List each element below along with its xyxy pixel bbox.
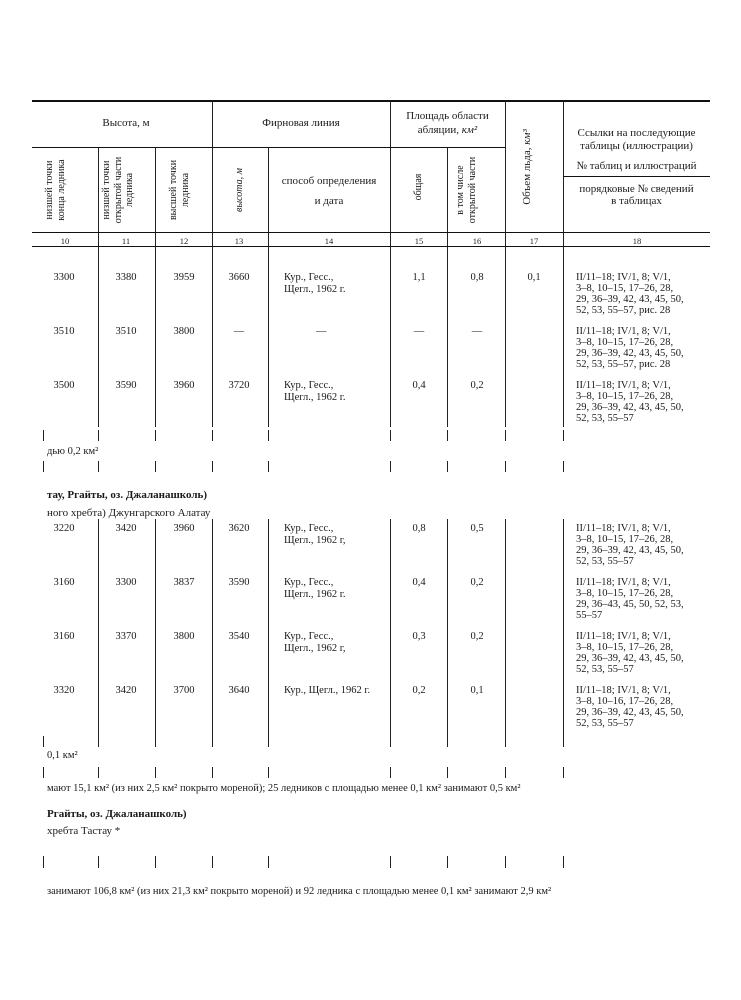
header-numbers-rule <box>32 246 710 247</box>
column-tick <box>390 767 391 778</box>
column-tick <box>43 430 44 441</box>
column-tick <box>563 767 564 778</box>
cell-method: Кур., Щегл., 1962 г. <box>284 685 371 696</box>
cell-refs: 29, 36–39, 42, 43, 45, 50, <box>576 348 684 359</box>
subheader-highest: высшей точки ледника <box>168 159 191 221</box>
column-tick <box>212 430 213 441</box>
cell-c11: 3510 <box>115 326 137 337</box>
column-tick <box>390 430 391 441</box>
column-tick <box>43 736 44 747</box>
column-tick <box>563 736 564 747</box>
header-height: Высота, м <box>102 117 150 129</box>
body-divider <box>390 247 391 427</box>
cell-refs: 3–8, 10–15, 17–26, 28, <box>576 337 674 348</box>
cell-refs: II/11–18; IV/1, 8; V/1, <box>576 631 671 642</box>
cell-c16: 0,8 <box>470 272 484 283</box>
column-tick <box>212 736 213 747</box>
section-subtitle: хребта Тастау * <box>47 825 121 837</box>
section-subtitle: ного хребта) Джунгарского Алатау <box>47 507 211 519</box>
cell-c15: 0,4 <box>412 380 426 391</box>
column-tick <box>505 767 506 778</box>
cell-method: Щегл., 1962 г. <box>284 589 346 600</box>
subheader-method-2: и дата <box>314 195 344 207</box>
cell-c16: — <box>471 326 483 337</box>
cell-method: Щегл., 1962 г, <box>284 535 346 546</box>
cell-refs: 52, 53, 55–57, рис. 28 <box>576 305 671 316</box>
cell-c15: 0,8 <box>412 523 426 534</box>
cell-method: Кур., Гесс., <box>284 631 334 642</box>
body-divider <box>563 247 564 427</box>
cell-c15: 0,3 <box>412 631 426 642</box>
cell-c16: 0,2 <box>470 380 484 391</box>
body-divider <box>505 519 506 741</box>
header-top-rule <box>32 100 710 102</box>
body-divider <box>447 519 448 741</box>
cell-refs: 55–57 <box>576 610 603 621</box>
column-tick <box>212 767 213 778</box>
cell-c15: — <box>413 326 425 337</box>
body-divider <box>155 519 156 741</box>
cell-c13: 3590 <box>228 577 250 588</box>
cell-refs: II/11–18; IV/1, 8; V/1, <box>576 577 671 588</box>
cell-refs: II/11–18; IV/1, 8; V/1, <box>576 326 671 337</box>
header-ablation <box>390 109 505 137</box>
header-ice-volume-unit: км³ <box>521 129 533 145</box>
column-tick <box>505 736 506 747</box>
col-num-13: 13 <box>234 236 244 246</box>
column-tick <box>268 767 269 778</box>
col-num-12: 12 <box>179 236 189 246</box>
cell-c13: 3720 <box>228 380 250 391</box>
cell-c11: 3380 <box>115 272 137 283</box>
cell-c17: 0,1 <box>527 272 541 283</box>
col-num-16: 16 <box>472 236 482 246</box>
header-divider <box>505 101 506 246</box>
body-divider <box>505 247 506 427</box>
column-tick <box>447 856 448 868</box>
cell-c10: 3510 <box>53 326 75 337</box>
body-divider <box>212 247 213 427</box>
body-divider <box>447 247 448 427</box>
note-area: 0,1 км² <box>47 750 78 761</box>
cell-c13: 3540 <box>228 631 250 642</box>
col-num-18: 18 <box>632 236 642 246</box>
header-refs-ordinal-1: порядковые № сведений <box>579 183 694 195</box>
cell-c10: 3500 <box>53 380 75 391</box>
column-tick <box>98 430 99 441</box>
cell-method: Кур., Гесс., <box>284 272 334 283</box>
cell-refs: II/11–18; IV/1, 8; V/1, <box>576 380 671 391</box>
cell-c13: 3640 <box>228 685 250 696</box>
column-tick <box>563 461 564 472</box>
column-tick <box>268 736 269 747</box>
cell-refs: 29, 36–39, 42, 43, 45, 50, <box>576 402 684 413</box>
cell-refs: 3–8, 10–15, 17–26, 28, <box>576 642 674 653</box>
header-firn-line: Фирновая линия <box>262 117 340 129</box>
col-num-11: 11 <box>121 236 131 246</box>
cell-c11: 3420 <box>115 685 137 696</box>
column-tick <box>268 430 269 441</box>
column-tick <box>268 461 269 472</box>
cell-c10: 3300 <box>53 272 75 283</box>
column-tick <box>447 461 448 472</box>
cell-method: Кур., Гесс., <box>284 380 334 391</box>
column-tick <box>212 856 213 868</box>
cell-c10: 3320 <box>53 685 75 696</box>
body-divider <box>390 519 391 741</box>
column-tick <box>390 736 391 747</box>
column-tick <box>155 461 156 472</box>
cell-c16: 0,2 <box>470 577 484 588</box>
column-tick <box>98 767 99 778</box>
cell-c16: 0,1 <box>470 685 484 696</box>
section-title: Ргайты, оз. Джаланашколь) <box>47 808 187 820</box>
subheader-lowest-open: низшей точки открытой части ледника <box>101 156 135 224</box>
section-title: тау, Ргайты, оз. Джаланашколь) <box>47 489 207 501</box>
column-tick <box>447 767 448 778</box>
column-tick <box>155 736 156 747</box>
cell-c16: 0,5 <box>470 523 484 534</box>
body-divider <box>563 519 564 741</box>
cell-refs: 29, 36–39, 42, 43, 45, 50, <box>576 545 684 556</box>
body-divider <box>268 247 269 427</box>
column-tick <box>43 461 44 472</box>
body-divider <box>268 519 269 741</box>
header-divider <box>563 101 564 246</box>
cell-refs: 3–8, 10–15, 17–26, 28, <box>576 391 674 402</box>
body-divider <box>155 247 156 427</box>
subheader-open: в том числе открытой части <box>455 156 478 224</box>
cell-c15: 1,1 <box>412 272 426 283</box>
column-tick <box>447 430 448 441</box>
subheader-lowest: низшей точки конца ледника <box>44 159 67 221</box>
header-ice-volume <box>522 111 534 223</box>
header-refs-title-1: Ссылки на последующие <box>577 127 696 139</box>
subheader-firn-height: высота, м <box>234 167 245 213</box>
column-tick <box>43 856 44 868</box>
header-bottom-rule <box>32 232 710 233</box>
column-tick <box>98 856 99 868</box>
summary-line: мают 15,1 км² (из них 2,5 км² покрыто мореной); 25 ледников с площадью менее 0,1 км² занимают 0,5 км² <box>47 783 521 794</box>
cell-c11: 3370 <box>115 631 137 642</box>
cell-c11: 3590 <box>115 380 137 391</box>
column-tick <box>212 461 213 472</box>
cell-method: Кур., Гесс., <box>284 577 334 588</box>
cell-c11: 3420 <box>115 523 137 534</box>
column-tick <box>390 461 391 472</box>
cell-refs: 3–8, 10–15, 17–26, 28, <box>576 283 674 294</box>
cell-refs: 3–8, 10–16, 17–26, 28, <box>576 696 674 707</box>
cell-c15: 0,2 <box>412 685 426 696</box>
body-divider <box>98 247 99 427</box>
cell-refs: 52, 53, 55–57 <box>576 556 634 567</box>
column-tick <box>505 856 506 868</box>
cell-refs: 52, 53, 55–57, рис. 28 <box>576 359 671 370</box>
column-tick <box>155 856 156 868</box>
cell-refs: 29, 36–39, 42, 43, 45, 50, <box>576 294 684 305</box>
subheader-method-1: способ определения <box>281 175 377 187</box>
cell-refs: II/11–18; IV/1, 8; V/1, <box>576 685 671 696</box>
col-num-14: 14 <box>324 236 334 246</box>
summary-line: занимают 106,8 км² (из них 21,3 км² покрыто мореной) и 92 ледника с площадью менее 0,1 км² занимают 2,9 км² <box>47 886 552 897</box>
cell-refs: 29, 36–39, 42, 43, 45, 50, <box>576 707 684 718</box>
cell-c11: 3300 <box>115 577 137 588</box>
column-tick <box>505 430 506 441</box>
cell-c10: 3160 <box>53 577 75 588</box>
column-tick <box>98 736 99 747</box>
cell-c12: 3800 <box>173 631 195 642</box>
cell-c16: 0,2 <box>470 631 484 642</box>
header-ablation-label: Площадь области абляции, <box>406 110 489 136</box>
column-tick <box>98 461 99 472</box>
cell-method: — <box>316 326 327 337</box>
column-tick <box>447 736 448 747</box>
cell-c12: 3700 <box>173 685 195 696</box>
cell-c13: 3620 <box>228 523 250 534</box>
column-tick <box>43 767 44 778</box>
cell-refs: II/11–18; IV/1, 8; V/1, <box>576 523 671 534</box>
cell-method: Щегл., 1962 г. <box>284 392 346 403</box>
cell-method: Кур., Гесс., <box>284 523 334 534</box>
cell-refs: 3–8, 10–15, 17–26, 28, <box>576 588 674 599</box>
cell-refs: 29, 36–43, 45, 50, 52, 53, <box>576 599 684 610</box>
column-tick <box>268 856 269 868</box>
body-divider <box>212 519 213 741</box>
cell-method: Щегл., 1962 г. <box>284 284 346 295</box>
cell-c10: 3220 <box>53 523 75 534</box>
header-ablation-unit: км² <box>461 124 478 136</box>
cell-c12: 3837 <box>173 577 195 588</box>
column-tick <box>390 856 391 868</box>
cell-c12: 3959 <box>173 272 195 283</box>
column-tick <box>563 430 564 441</box>
body-divider <box>98 519 99 741</box>
cell-c13: — <box>233 326 245 337</box>
cell-refs: 52, 53, 55–57 <box>576 718 634 729</box>
header-ice-volume-label: Объем льда, <box>521 147 533 205</box>
cell-refs: 29, 36–39, 42, 43, 45, 50, <box>576 653 684 664</box>
cell-refs: II/11–18; IV/1, 8; V/1, <box>576 272 671 283</box>
cell-c15: 0,4 <box>412 577 426 588</box>
column-tick <box>155 430 156 441</box>
col-num-17: 17 <box>529 236 539 246</box>
col-num-15: 15 <box>414 236 424 246</box>
cell-refs: 52, 53, 55–57 <box>576 413 634 424</box>
column-tick <box>155 767 156 778</box>
cell-refs: 3–8, 10–15, 17–26, 28, <box>576 534 674 545</box>
column-tick <box>505 461 506 472</box>
header-subrule <box>32 147 505 148</box>
cell-refs: 52, 53, 55–57 <box>576 664 634 675</box>
cell-c12: 3960 <box>173 380 195 391</box>
column-tick <box>563 856 564 868</box>
note-area: дью 0,2 км² <box>47 446 99 457</box>
cell-c12: 3800 <box>173 326 195 337</box>
cell-c10: 3160 <box>53 631 75 642</box>
header-subrule <box>563 176 710 177</box>
cell-method: Щегл., 1962 г, <box>284 643 346 654</box>
col-num-10: 10 <box>60 236 70 246</box>
cell-c12: 3960 <box>173 523 195 534</box>
cell-c13: 3660 <box>228 272 250 283</box>
header-refs-tables: № таблиц и иллюстраций <box>576 160 697 172</box>
header-refs-ordinal-2: в таблицах <box>611 195 662 207</box>
subheader-total: общая <box>413 173 424 201</box>
header-refs-title-2: таблицы (иллюстрации) <box>580 140 693 152</box>
